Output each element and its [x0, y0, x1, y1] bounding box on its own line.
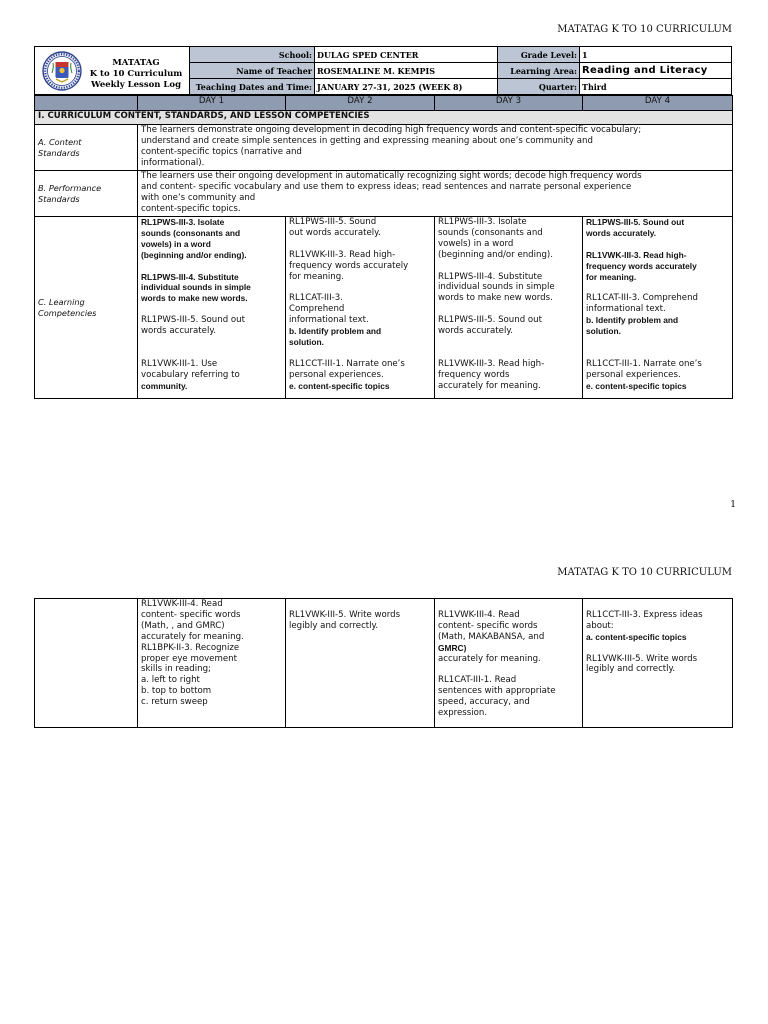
- competency-line: solution.: [586, 326, 621, 337]
- competency-line: RL1CCT-III-1. Narrate one’s: [586, 358, 702, 369]
- competency-line: RL1VWK-III-5. Write words: [586, 653, 698, 664]
- teacher-value: ROSEMALINE M. KEMPIS: [315, 63, 498, 78]
- competency-line: RL1PWS-III-5. Sound out: [438, 315, 542, 326]
- competency-line: c. return sweep: [141, 697, 208, 708]
- competency-line: [141, 348, 282, 359]
- competency-line: [586, 348, 729, 359]
- competency-line: RL1VWK-III-3. Read high-: [586, 249, 687, 260]
- competency-line: words accurately.: [141, 326, 216, 337]
- competency-line: Comprehend: [289, 304, 345, 315]
- content-standards-text: The learners demonstrate ongoing development in decoding high frequency words and content-specific vocabulary; understand and create simple sentences in getting and expressing meaning about one’s community and content-specific topics (narrative and informational).: [138, 125, 733, 171]
- learning-competencies-row: [35, 217, 733, 399]
- competency-line: RL1PWS-III-5. Sound: [289, 217, 377, 227]
- competency-line: RL1BPK-II-3. Recognize: [141, 642, 240, 653]
- competency-line: words accurately.: [438, 326, 513, 337]
- competency-line: sentences with appropriate: [438, 686, 556, 697]
- competency-line: RL1CAT-III-1. Read: [438, 675, 517, 686]
- day-2-header: DAY 2: [286, 96, 435, 111]
- competency-line: [586, 282, 729, 293]
- lesson-log-table-continued: [34, 598, 733, 728]
- competency-line: GMRC): [438, 642, 467, 653]
- competency-line: personal experiences.: [289, 369, 384, 380]
- corner-cell: [35, 96, 138, 111]
- competency-line: vowels) in a word: [141, 238, 211, 249]
- competency-line: b. top to bottom: [141, 686, 212, 697]
- deped-seal-icon: [42, 51, 82, 91]
- competency-line: [141, 261, 282, 272]
- competency-line: [289, 599, 431, 610]
- lesson-log-header: [34, 46, 732, 95]
- competency-line: out words accurately.: [289, 227, 381, 238]
- section-title: I. CURRICULUM CONTENT, STANDARDS, AND LESSON COMPETENCIES: [35, 111, 733, 125]
- competency-line: community.: [141, 380, 188, 391]
- competency-line: e. content-specific topics: [586, 380, 687, 391]
- day-4-header: DAY 4: [583, 96, 733, 111]
- competency-line: [141, 304, 282, 315]
- competency-line: proper eye movement: [141, 653, 237, 664]
- competency-line: for meaning.: [586, 271, 637, 282]
- teaching-dates-label: Teaching Dates and Time:: [190, 79, 315, 94]
- header-fields: [190, 47, 731, 94]
- competency-line: legibly and correctly.: [289, 620, 379, 631]
- competency-line: [586, 643, 729, 654]
- competency-line: accurately for meaning.: [141, 631, 244, 642]
- competency-line: content- specific words: [141, 609, 241, 620]
- competency-line: RL1CCT-III-1. Narrate one’s: [289, 358, 405, 369]
- running-header: MATATAG K TO 10 CURRICULUM: [557, 24, 732, 35]
- competency-line: [438, 261, 579, 272]
- content-standards-label: A. Content Standards: [35, 125, 138, 171]
- day-3-header: DAY 3: [435, 96, 583, 111]
- competency-line: [438, 337, 579, 348]
- teaching-dates-value: JANUARY 27-31, 2025 (WEEK 8): [315, 79, 498, 94]
- running-header-page-2: MATATAG K TO 10 CURRICULUM: [557, 567, 732, 578]
- learning-competencies-row-continued: [35, 599, 733, 728]
- competency-line: [438, 664, 579, 675]
- competency-line: accurately for meaning.: [438, 653, 541, 664]
- competency-line: content- specific words: [438, 620, 538, 631]
- page-number: 1: [730, 500, 736, 510]
- competency-line: personal experiences.: [586, 369, 681, 380]
- competencies-day-3-continued: [435, 599, 583, 728]
- header-row-school: [190, 47, 731, 63]
- competency-line: b. Identify problem and: [289, 326, 382, 337]
- header-title: MATATAG K to 10 Curriculum Weekly Lesson Log: [89, 58, 183, 90]
- competency-line: RL1PWS-III-4. Substitute: [438, 271, 543, 282]
- competencies-label-continued: [35, 599, 138, 728]
- competency-line: RL1PWS-III-3. Isolate: [141, 217, 225, 227]
- competency-line: e. content-specific topics: [289, 380, 390, 391]
- competencies-day-3: [435, 217, 583, 399]
- competency-line: vowels) in a word: [438, 238, 514, 249]
- competency-line: accurately for meaning.: [438, 380, 541, 391]
- competency-line: RL1VWK-III-1. Use: [141, 358, 218, 369]
- performance-standards-text: The learners use their ongoing development in automatically recognizing sight words; decode high frequency words and content- specific vocabulary and use them to express ideas; read sentences and narrate personal experience with one’s community and content-specific topics.: [138, 171, 733, 217]
- competency-line: individual sounds in simple: [438, 282, 555, 293]
- competency-line: RL1VWK-III-3. Read high-: [438, 358, 545, 369]
- competency-line: [438, 599, 579, 610]
- content-standards-row: [35, 125, 733, 171]
- competency-line: frequency words accurately: [289, 260, 409, 271]
- quarter-value: Third: [580, 79, 731, 94]
- teacher-label: Name of Teacher: [190, 63, 315, 78]
- competency-line: [289, 239, 431, 250]
- competency-line: b. Identify problem and: [586, 315, 679, 326]
- competency-line: words to make new words.: [141, 293, 248, 304]
- competencies-day-2-continued: [286, 599, 435, 728]
- header-title-block: [35, 47, 190, 94]
- competency-line: vocabulary referring to: [141, 369, 240, 380]
- competency-line: [289, 348, 431, 359]
- competency-line: (beginning and/or ending).: [141, 249, 247, 260]
- competency-line: frequency words accurately: [586, 260, 697, 271]
- competency-line: about:: [586, 620, 614, 631]
- competency-line: RL1PWS-III-5. Sound out: [141, 315, 245, 326]
- lesson-log-table: [34, 95, 733, 399]
- competency-line: RL1VWK-III-4. Read: [141, 599, 223, 609]
- competency-line: RL1VWK-III-3. Read high-: [289, 249, 396, 260]
- header-row-dates: [190, 79, 731, 94]
- competencies-day-4-continued: [583, 599, 733, 728]
- competency-line: for meaning.: [289, 271, 344, 282]
- competency-line: (beginning and/or ending).: [438, 249, 554, 260]
- school-value: DULAG SPED CENTER: [315, 47, 498, 62]
- competency-line: RL1PWS-III-5. Sound out: [586, 217, 685, 227]
- competency-line: RL1VWK-III-5. Write words: [289, 609, 401, 620]
- grade-level-value: 1: [580, 47, 731, 62]
- competencies-day-1: [138, 217, 286, 399]
- competency-line: words accurately.: [586, 227, 657, 238]
- performance-standards-label: B. Performance Standards: [35, 171, 138, 217]
- competency-line: informational text.: [289, 315, 369, 326]
- competencies-day-2: [286, 217, 435, 399]
- competency-line: (Math, MAKABANSA, and: [438, 631, 545, 642]
- competency-line: [586, 337, 729, 348]
- header-row-teacher: [190, 63, 731, 79]
- competency-line: [289, 282, 431, 293]
- learning-competencies-label: C. Learning Competencies: [35, 217, 138, 399]
- competency-line: a. content-specific topics: [586, 631, 687, 642]
- school-label: School:: [190, 47, 315, 62]
- competency-line: legibly and correctly.: [586, 664, 676, 675]
- competency-line: RL1PWS-III-4. Substitute: [141, 271, 239, 282]
- competency-line: frequency words: [438, 369, 510, 380]
- competency-line: [586, 239, 729, 250]
- competencies-day-1-continued: [138, 599, 286, 728]
- competency-line: [586, 599, 729, 610]
- competency-line: [438, 304, 579, 315]
- learning-area-value: Reading and Literacy: [580, 63, 731, 78]
- quarter-label: Quarter:: [498, 79, 580, 94]
- competency-line: speed, accuracy, and: [438, 697, 530, 708]
- competency-line: sounds (consonants and: [438, 227, 543, 238]
- grade-level-label: Grade Level:: [498, 47, 580, 62]
- competency-line: RL1PWS-III-3. Isolate: [438, 217, 527, 227]
- competency-line: [438, 348, 579, 359]
- day-1-header: DAY 1: [138, 96, 286, 111]
- section-title-row: [35, 111, 733, 125]
- competency-line: RL1VWK-III-4. Read: [438, 609, 520, 620]
- competency-line: RL1CAT-III-3. Comprehend: [586, 293, 698, 304]
- competency-line: a. left to right: [141, 675, 200, 686]
- competency-line: skills in reading;: [141, 664, 211, 675]
- competencies-day-4: [583, 217, 733, 399]
- competency-line: sounds (consonants and: [141, 227, 241, 238]
- competency-line: RL1CAT-III-3.: [289, 293, 343, 304]
- competency-line: words to make new words.: [438, 293, 553, 304]
- competency-line: (Math, , and GMRC): [141, 620, 225, 631]
- competency-line: informational text.: [586, 304, 666, 315]
- competency-line: individual sounds in simple: [141, 282, 251, 293]
- competency-line: RL1CCT-III-3. Express ideas: [586, 609, 703, 620]
- performance-standards-row: [35, 171, 733, 217]
- competency-line: expression.: [438, 708, 488, 719]
- competency-line: solution.: [289, 336, 324, 347]
- learning-area-label: Learning Area:: [498, 63, 580, 78]
- day-header-row: [35, 96, 733, 111]
- competency-line: [141, 337, 282, 348]
